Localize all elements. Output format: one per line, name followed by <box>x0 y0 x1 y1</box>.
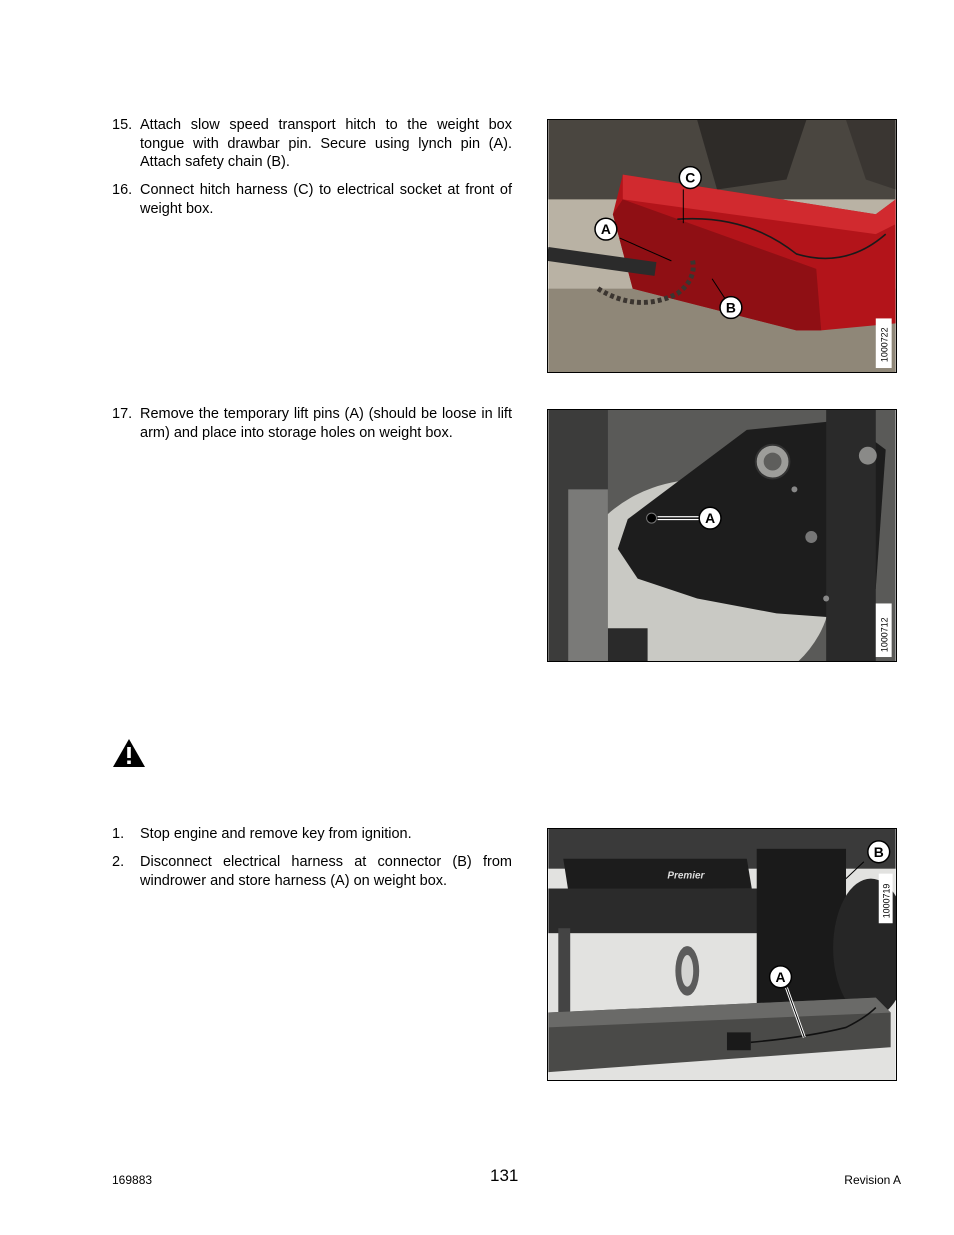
callout-a: A <box>775 968 786 985</box>
step-text: Connect hitch harness (C) to electrical socket at front of weight box. <box>140 182 512 217</box>
step-text: Remove the temporary lift pins (A) (should be loose in lift arm) and place into storage holes on weight box. <box>140 406 512 441</box>
figure-lift-pin <box>547 409 897 662</box>
step-text: Stop engine and remove key from ignition. <box>140 826 412 842</box>
step-16 <box>112 181 512 218</box>
step-2 <box>112 853 512 890</box>
hitch-photo <box>548 120 896 372</box>
doc-number: 169883 <box>112 1173 153 1187</box>
step-text: Attach slow speed transport hitch to the weight box tongue with drawbar pin. Secure using lynch pin (A). Attach safety chain (B). <box>140 117 512 170</box>
figure-id: 1000722 <box>879 327 890 363</box>
step-17 <box>112 405 512 442</box>
step-number: 2. <box>112 854 125 870</box>
step-text: Disconnect electrical harness at connector (B) from windrower and store harness (A) on weight box. <box>140 854 512 889</box>
revision-label: Revision A <box>844 1173 901 1187</box>
harness-photo <box>548 829 896 1080</box>
callout-a: A <box>600 221 611 238</box>
step-number: 15. <box>112 117 133 133</box>
step-15 <box>112 116 512 172</box>
figure-harness-connector <box>547 828 897 1081</box>
page-number: 131 <box>490 1166 519 1185</box>
callout-a: A <box>705 510 716 527</box>
callout-b: B <box>873 843 884 860</box>
warning-triangle-icon <box>112 738 146 768</box>
step-number: 1. <box>112 826 125 842</box>
figure-id: 1000712 <box>879 617 890 653</box>
step-number: 17. <box>112 406 133 422</box>
lift-pin-photo <box>548 410 896 661</box>
step-number: 16. <box>112 182 133 198</box>
brand-label: Premier <box>667 870 705 882</box>
step-1 <box>112 825 512 844</box>
callout-c: C <box>685 169 696 186</box>
figure-id: 1000719 <box>881 883 892 919</box>
figure-hitch-weight-box <box>547 119 897 373</box>
callout-b: B <box>725 299 736 316</box>
